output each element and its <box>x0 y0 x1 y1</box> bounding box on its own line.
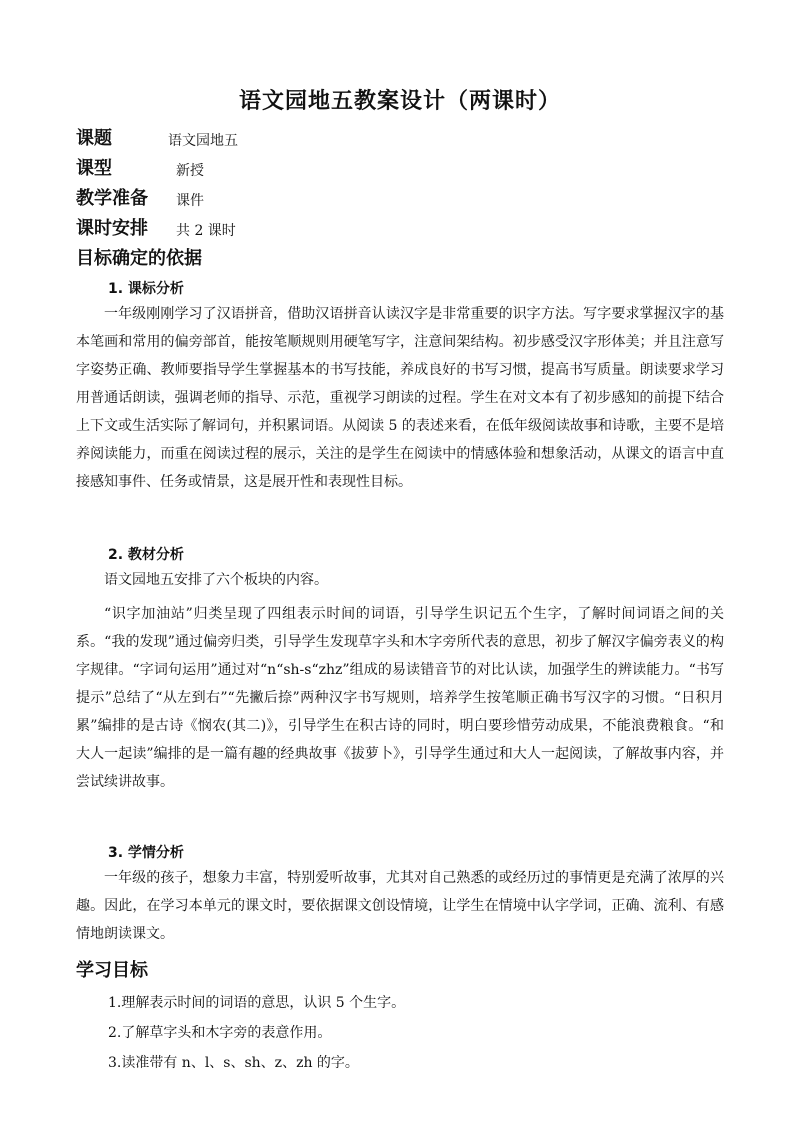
meta-row-schedule <box>76 214 148 242</box>
meta-value: 课件 <box>176 193 204 209</box>
section-heading-goals: 学习目标 <box>76 960 148 981</box>
meta-row-type <box>76 154 112 182</box>
meta-row-topic <box>76 124 112 152</box>
paragraph-curriculum: 一年级刚刚学习了汉语拼音，借助汉语拼音认读汉字是非常重要的识字方法。写字要求掌握汉字的基本笔画和常用的偏旁部首，能按笔顺规则用硬笔写字，注意间架结构。初步感受汉字形体美；并且注意写字姿势正确、教师要指导学生掌握基本的书写技能，养成良好的书写习惯，提高书写质量。朗读要求学习用普通话朗读，强调老师的指导、示范，重视学习朗读的过程。学生在对文本有了初步感知的前提下结合上下文或生活实际了解词句，并积累词语。从阅读 5 的表述来看，在低年级阅读故事和诗歌，主要不是培养阅读能力，而重在阅读过程的展示，关注的是学生在阅读中的情感体验和想象活动，从课文的语言中直接感知事件、任务或情景，这是展开性和表现性目标。 <box>76 306 724 490</box>
meta-label: 课时安排 <box>76 218 148 239</box>
meta-label: 课题 <box>76 128 112 149</box>
meta-value: 语文园地五 <box>168 133 238 149</box>
paragraph-learners: 一年级的孩子，想象力丰富，特别爱听故事，尤其对自己熟悉的或经历过的事情更是充满了浓厚的兴趣。因此，在学习本单元的课文时，要依据课文创设情境，让学生在情境中认字学词，正确、流利、有感情地朗读课文。 <box>76 870 724 942</box>
meta-value: 新授 <box>176 163 204 179</box>
goal-item: 2.了解草字头和木字旁的表意作用。 <box>108 1025 332 1041</box>
goal-item: 1.理解表示时间的词语的意思，认识 5 个生字。 <box>108 995 406 1011</box>
meta-row-preparation <box>76 184 148 212</box>
paragraph-textbook-detail: “识字加油站”归类呈现了四组表示时间的词语，引导学生识记五个生字，了解时间词语之间的关系。“我的发现”通过偏旁归类，引导学生发现草字头和木字旁所代表的意思，初步了解汉字偏旁表义的构字规律。“字词句运用”通过对“n“sh-s“zhz”组成的易读错音节的对比认读，加强学生的辨读能力。“书写提示”总结了“从左到右”“先撇后捺”两种汉字书写规则，培养学生按笔顺正确书写汉字的习惯。“日积月累”编排的是古诗《悯农(其二)》，引导学生在积古诗的同时，明白要珍惜劳动成果，不能浪费粮食。“和大人一起读”编排的是一篇有趣的经典故事《拔萝卜》，引导学生通过和大人一起阅读，了解故事内容，并尝试续讲故事。 <box>76 606 724 790</box>
subsection-heading-textbook: 2. 教材分析 <box>108 547 184 563</box>
meta-value: 共 2 课时 <box>176 223 236 239</box>
paragraph-textbook-intro: 语文园地五安排了六个板块的内容。 <box>104 572 328 588</box>
subsection-heading-learners: 3. 学情分析 <box>108 845 184 861</box>
subsection-heading-curriculum: 1. 课标分析 <box>108 281 184 297</box>
meta-label: 教学准备 <box>76 188 148 209</box>
section-heading-basis: 目标确定的依据 <box>76 248 202 269</box>
meta-label: 课型 <box>76 158 112 179</box>
goal-item: 3.读准带有 n、l、s、sh、z、zh 的字。 <box>108 1055 359 1071</box>
document-title: 语文园地五教案设计（两课时） <box>238 89 561 114</box>
